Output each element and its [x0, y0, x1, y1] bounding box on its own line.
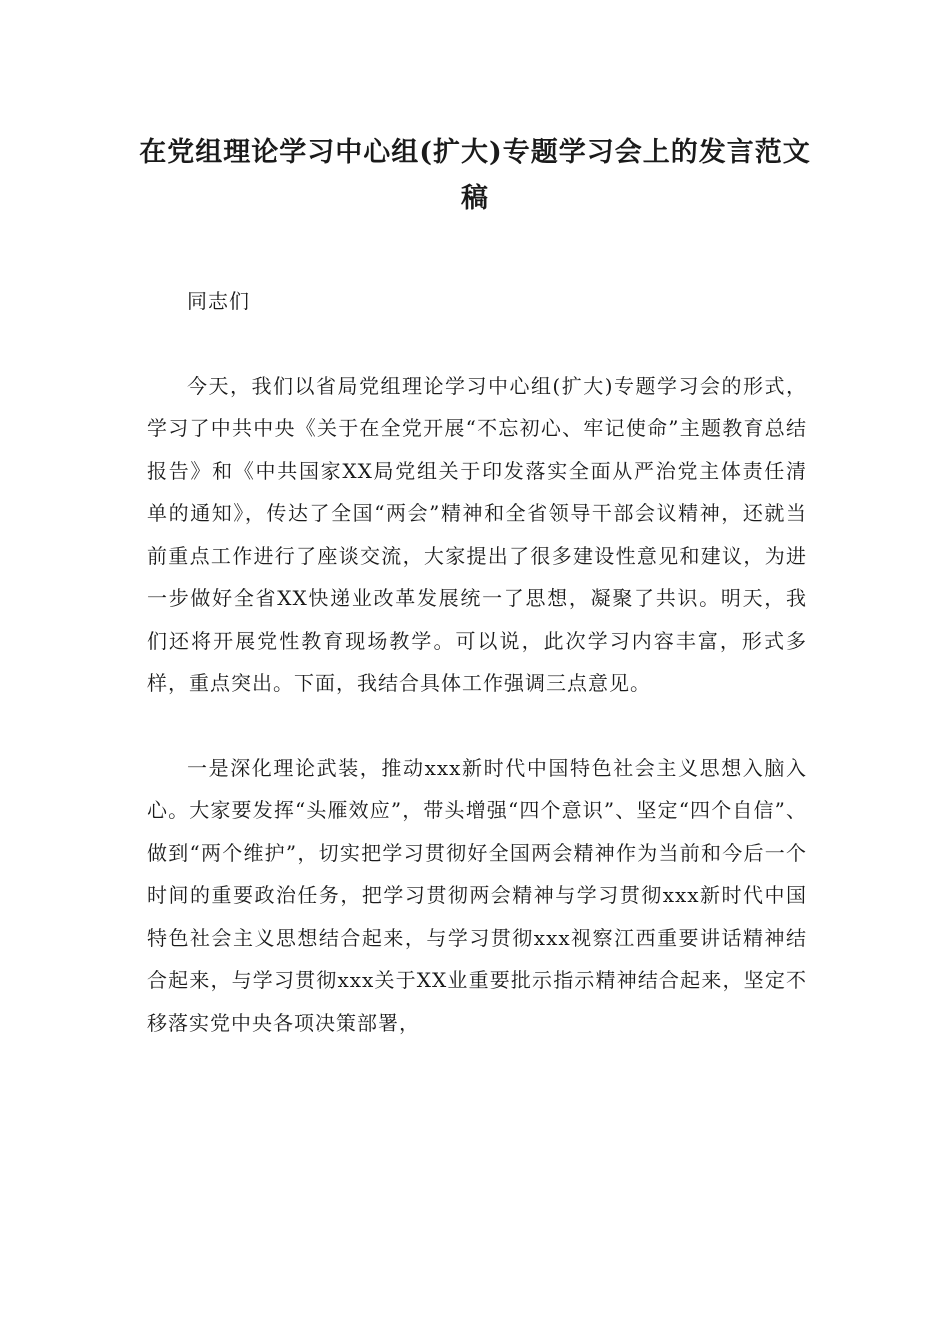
paragraph-intro: 今天，我们以省局党组理论学习中心组(扩大)专题学习会的形式，学习了中共中央《关于在全党开展“不忘初心、牢记使命”主题教育总结报告》和《中共国家XX局党组关于印发落实全面从严治党主体责任清单的通知》，传达了全国“两会”精神和全省领导干部会议精神，还就当前重点工作进行了座谈交流，大家提出了很多建设性意见和建议，为进一步做好全省XX快递业改革发展统一了思想，凝聚了共识。明天，我们还将开展党性教育现场教学。可以说，此次学习内容丰富，形式多样，重点突出。下面，我结合具体工作强调三点意见。	[147, 373, 807, 695]
document-body	[147, 280, 807, 1044]
salutation: 同志们	[187, 289, 250, 313]
paragraph-point-one: 一是深化理论武装，推动xxx新时代中国特色社会主义思想入脑入心。大家要发挥“头雁效应”，带头增强“四个意识”、坚定“四个自信”、做到“两个维护”，切实把学习贯彻好全国两会精神作为当前和今后一个时间的重要政治任务，把学习贯彻两会精神与学习贯彻xxx新时代中国特色社会主义思想结合起来，与学习贯彻xxx视察江西重要讲话精神结合起来，与学习贯彻xxx关于XX业重要批示指示精神结合起来，坚定不移落实党中央各项决策部署，	[147, 755, 807, 1035]
document-title: 在党组理论学习中心组(扩大)专题学习会上的发言范文稿	[139, 137, 811, 214]
